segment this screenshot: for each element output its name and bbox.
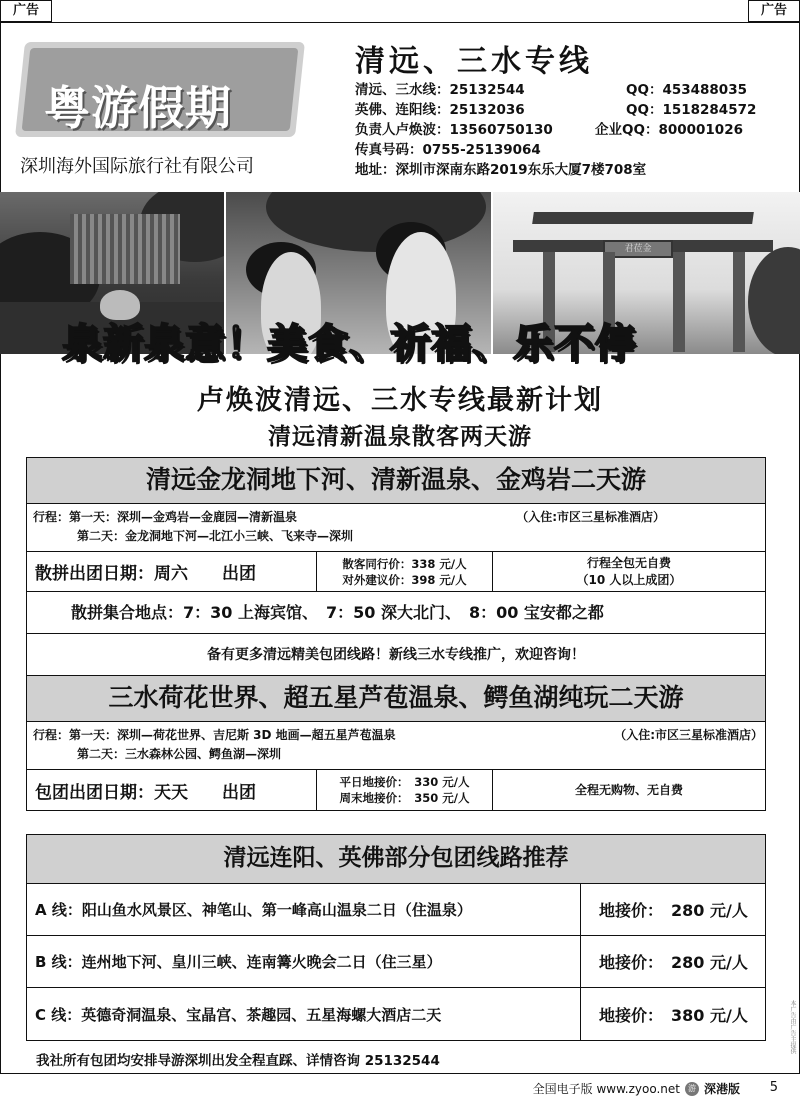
ad-label-left: 广告 xyxy=(0,0,52,22)
tour2-date: 包团出团日期：天天 出团 xyxy=(27,770,317,810)
page-footer xyxy=(533,1080,740,1097)
tour2-price-weekday: 平日地接价： 330 元/人 xyxy=(339,775,470,789)
contact-yingfo-lianyang: 英佛、连阳线：25132036 xyxy=(355,102,525,118)
tour2-title: 三水荷花世界、超五星芦苞温泉、鳄鱼湖纯玩二天游 xyxy=(27,676,765,722)
tour1-note-1: 行程全包无自费 xyxy=(586,555,671,570)
route-b: B 线：连州地下河、皇川三峡、连南篝火晚会二日（住三星） xyxy=(27,936,581,987)
ad-label-right: 广告 xyxy=(748,0,800,22)
price-label: 地接价： xyxy=(599,1005,664,1025)
edition-region: 深港版 xyxy=(703,1082,740,1096)
tour1-date: 散拼出团日期：周六 出团 xyxy=(27,552,317,591)
subheadline-2: 清远清新温泉散客两天游 xyxy=(268,424,532,450)
price-value: 380 元/人 xyxy=(671,1005,748,1025)
gate-plaque: 君莅金 xyxy=(603,240,673,258)
tour1-day2: 第二天：金龙洞地下河—北江小三峡、飞来寺—深圳 xyxy=(77,529,354,543)
brand-logo xyxy=(20,32,310,147)
contact-manager: 负责人卢焕波：13560750130 xyxy=(355,122,553,138)
tour1-note-2: （10 人以上成团） xyxy=(576,572,682,587)
subheadline: 卢焕波清远、三水专线最新计划 xyxy=(197,385,603,416)
tour1-details xyxy=(27,552,765,592)
tour1-stay: （入住:市区三星标准酒店） xyxy=(516,510,665,524)
footer-note: 我社所有包团均安排导游深圳出发全程直踩、详情咨询 25132544 xyxy=(36,1053,440,1069)
tour2-day2: 第二天：三水森林公园、鳄鱼湖—深圳 xyxy=(77,747,282,761)
edition-link[interactable]: 全国电子版 www.zyoo.net xyxy=(532,1082,680,1096)
price-value: 280 元/人 xyxy=(671,953,748,972)
tour-table xyxy=(26,457,766,811)
tour1-meeting-points: 散拼集合地点：7：30 上海宾馆、 7：50 深大北门、 8：00 宝安都之都 xyxy=(27,592,765,634)
tour1-prices xyxy=(317,552,493,591)
route-c: C 线：英德奇洞温泉、宝晶宫、茶趣园、五星海螺大酒店二天 xyxy=(27,988,581,1040)
route-c-price xyxy=(581,988,765,1040)
logo-text: 粤游假期 xyxy=(44,81,232,135)
tour1-day1: 行程：第一天：深圳—金鸡岩—金鹿园—清新温泉 xyxy=(33,510,298,524)
tour1-price-retail: 对外建议价：398 元/人 xyxy=(342,572,467,587)
enterprise-qq: 企业QQ：800001026 xyxy=(595,122,743,138)
tour1-title: 清远金龙洞地下河、清新温泉、金鸡岩二天游 xyxy=(27,458,765,504)
contact-fax: 传真号码：0755-25139064 xyxy=(355,142,541,158)
qq-2: QQ：1518284572 xyxy=(626,102,757,118)
side-note: 本广告由广告主提供 xyxy=(789,1000,796,1054)
price-label: 地接价： xyxy=(599,953,664,972)
tour2-stay: （入住:市区三星标准酒店） xyxy=(614,728,763,742)
tour2-details xyxy=(27,770,765,810)
zyoo-logo-icon: 游 xyxy=(685,1082,699,1096)
route-a: A 线：阳山鱼水风景区、神笔山、第一峰高山温泉二日（住温泉） xyxy=(27,884,581,935)
qq-1: QQ：453488035 xyxy=(626,82,747,98)
recommend-table xyxy=(26,883,766,1041)
table-row xyxy=(27,936,765,988)
more-routes-note: 备有更多清远精美包团线路！新线三水专线推广，欢迎咨询！ xyxy=(27,634,765,676)
price-value: 280 元/人 xyxy=(671,901,748,920)
route-a-price xyxy=(581,884,765,935)
company-name: 深圳海外国际旅行社有限公司 xyxy=(20,156,254,177)
recommend-title: 清远连阳、英佛部分包团线路推荐 xyxy=(26,834,766,884)
tour1-price-agent: 散客同行价：338 元/人 xyxy=(342,556,467,571)
tour1-notes xyxy=(493,552,765,591)
slogan-headline: 泉新泉意！美食、祈福、乐不停 xyxy=(62,321,636,367)
page-number: 5 xyxy=(769,1080,778,1095)
header-title: 清远、三水专线 xyxy=(355,44,593,79)
contact-address: 地址：深圳市深南东路2019东乐大厦7楼708室 xyxy=(355,162,647,178)
tour2-itinerary xyxy=(27,722,765,770)
tour2-note: 全程无购物、无自费 xyxy=(574,782,683,797)
tour1-itinerary xyxy=(27,504,765,552)
price-label: 地接价： xyxy=(599,901,664,920)
tour2-price-weekend: 周末地接价： 350 元/人 xyxy=(339,791,470,805)
tour2-prices xyxy=(317,770,493,810)
route-b-price xyxy=(581,936,765,987)
table-row xyxy=(27,988,765,1040)
contact-qingyuan-sanshui: 清远、三水线：25132544 xyxy=(355,82,525,98)
tour2-day1: 行程：第一天：深圳—荷花世界、吉尼斯 3D 地画—超五星芦苞温泉 xyxy=(33,728,396,742)
table-row xyxy=(27,884,765,936)
